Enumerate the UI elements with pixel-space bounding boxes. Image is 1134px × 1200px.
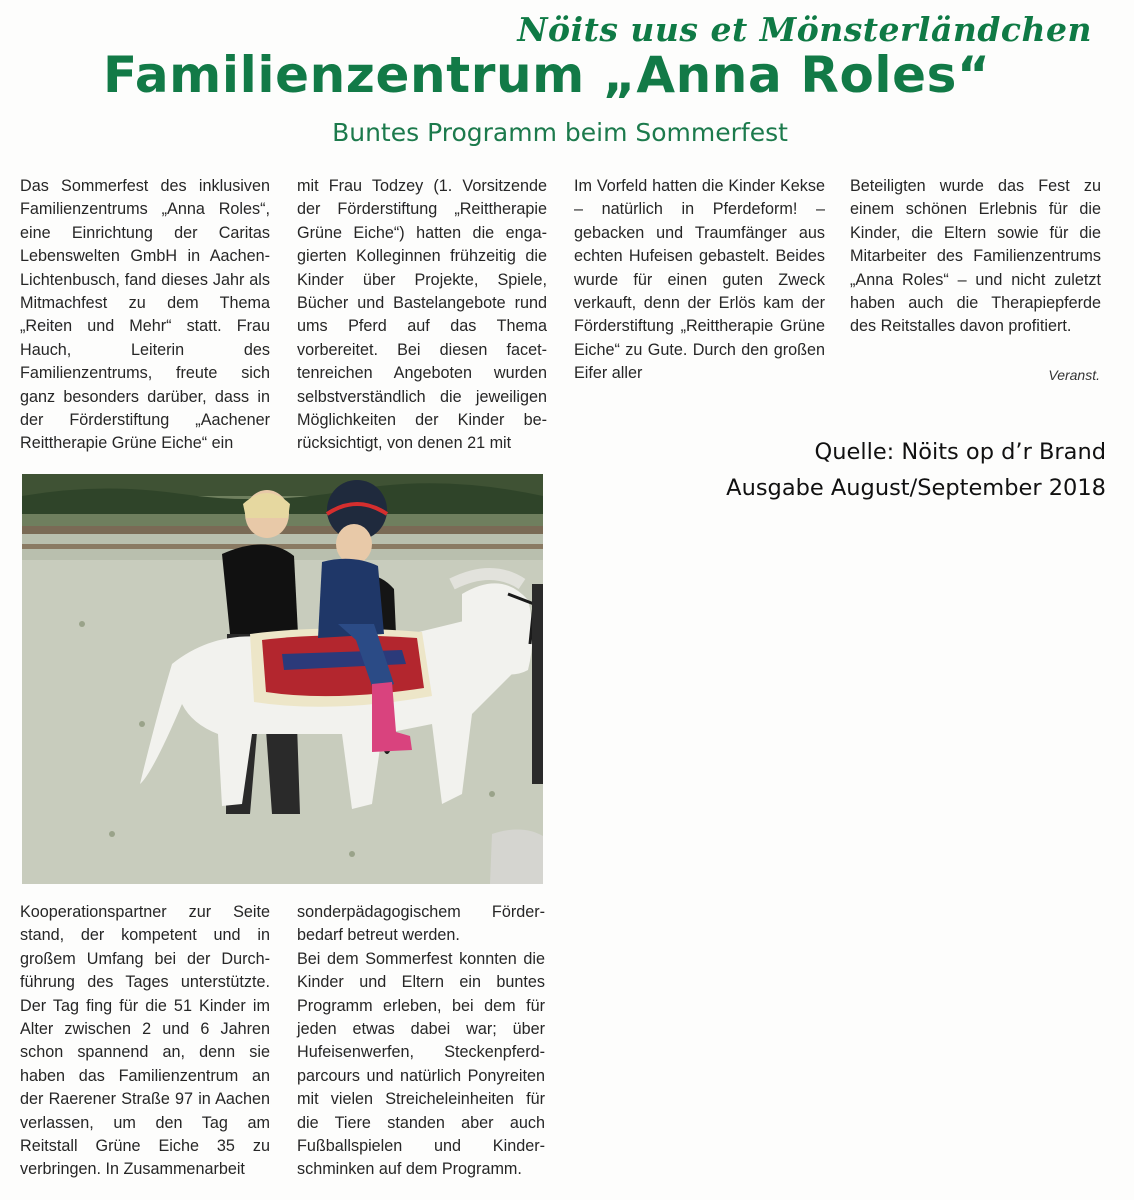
source-line-1: Quelle: Nöits op d’r Brand [814, 439, 1106, 465]
text-column-2 [297, 175, 547, 456]
paragraph: sonderpädagogischem Förderbedarf betreut werden. [297, 903, 545, 945]
paragraph: Beteiligten wurde das Fest zu einem schönen Erlebnis für die Kinder, die Eltern sowie für die Mitarbeiter des Familienzentrums „Anna Roles“ – und nicht zuletzt haben auch die Therapiepferde des Reitstalles davon profitiert. [850, 177, 1101, 336]
article-title: Familienzentrum „Anna Roles“ [103, 46, 991, 104]
paragraph: Im Vorfeld hatten die Kinder Kekse – natürlich in Pferdeform! – gebacken und Traumfänger aus echten Hufeisen gebastelt. Beides wurde für einen guten Zweck verkauft, denn der Erlös kam der Förderstiftung „Reittherapie Grüne Eiche“ zu Gute. Durch den großen Eifer aller [574, 177, 825, 383]
paragraph: Das Sommerfest des inklusiven Familienzentrums „Anna Roles“, eine Einrichtung der Caritas Lebenswelten GmbH in Aachen-Lichtenbusch, fand dieses Jahr als Mitmachfest zu dem Thema „Reiten und Mehr“ statt. Frau Hauch, Leiterin des Familienzentrums, freute sich ganz besonders darüber, dass in der Förderstiftung „Aachener Reittherapie Grüne Eiche“ ein [20, 177, 270, 453]
photo-illustration [22, 474, 543, 884]
text-column-5 [20, 901, 270, 1182]
article-subtitle: Buntes Programm beim Sommerfest [332, 118, 788, 147]
paragraph: Bei dem Sommerfest konnten die Kinder und Eltern ein buntes Programm erleben, bei dem für jeden etwas dabei war; über Hufeisenwerfen, Steckenpferdparcours und natürlich Ponyreiten mit vielen Streicheleinheiten für die Tiere standen aber auch Fußballspielen und Kinderschminken auf dem Programm. [297, 949, 545, 1179]
text-column-3 [574, 175, 825, 386]
photo-child-on-pony [22, 474, 543, 884]
paragraph: mit Frau Todzey (1. Vorsitzende der Förderstiftung „Reittherapie Grüne Eiche“) hatten die engagierten Kolleginnen frühzeitig die Kinder über Projekte, Spiele, Bücher und Bastelangebote rund ums Pferd auf das Thema vorbereitet. Bei diesen facettenreichen Angeboten wurden selbstverständlich die jeweiligen Möglichkeiten der Kinder berücksichtigt, von denen 21 mit [297, 177, 547, 453]
source-note [726, 434, 1106, 506]
paragraph: Kooperationspartner zur Seite stand, der kompetent und in großem Umfang bei der Durchführung des Tages unterstützte. Der Tag fing für die 51 Kinder im Alter zwischen 2 und 6 Jahren schon spannend an, denn sie haben das Familienzentrum an der Raerener Straße 97 in Aachen verlassen, um den Tag am Reitstall Grüne Eiche 35 zu verbringen. In Zusammenarbeit [20, 903, 270, 1179]
masthead: Nöits uus et Mönsterländchen [517, 10, 1092, 49]
text-column-4 [850, 175, 1101, 339]
text-column-6 [297, 901, 545, 1182]
author-signature: Veranst. [1048, 367, 1100, 383]
source-line-2: Ausgabe August/September 2018 [726, 475, 1106, 501]
text-column-1 [20, 175, 270, 456]
